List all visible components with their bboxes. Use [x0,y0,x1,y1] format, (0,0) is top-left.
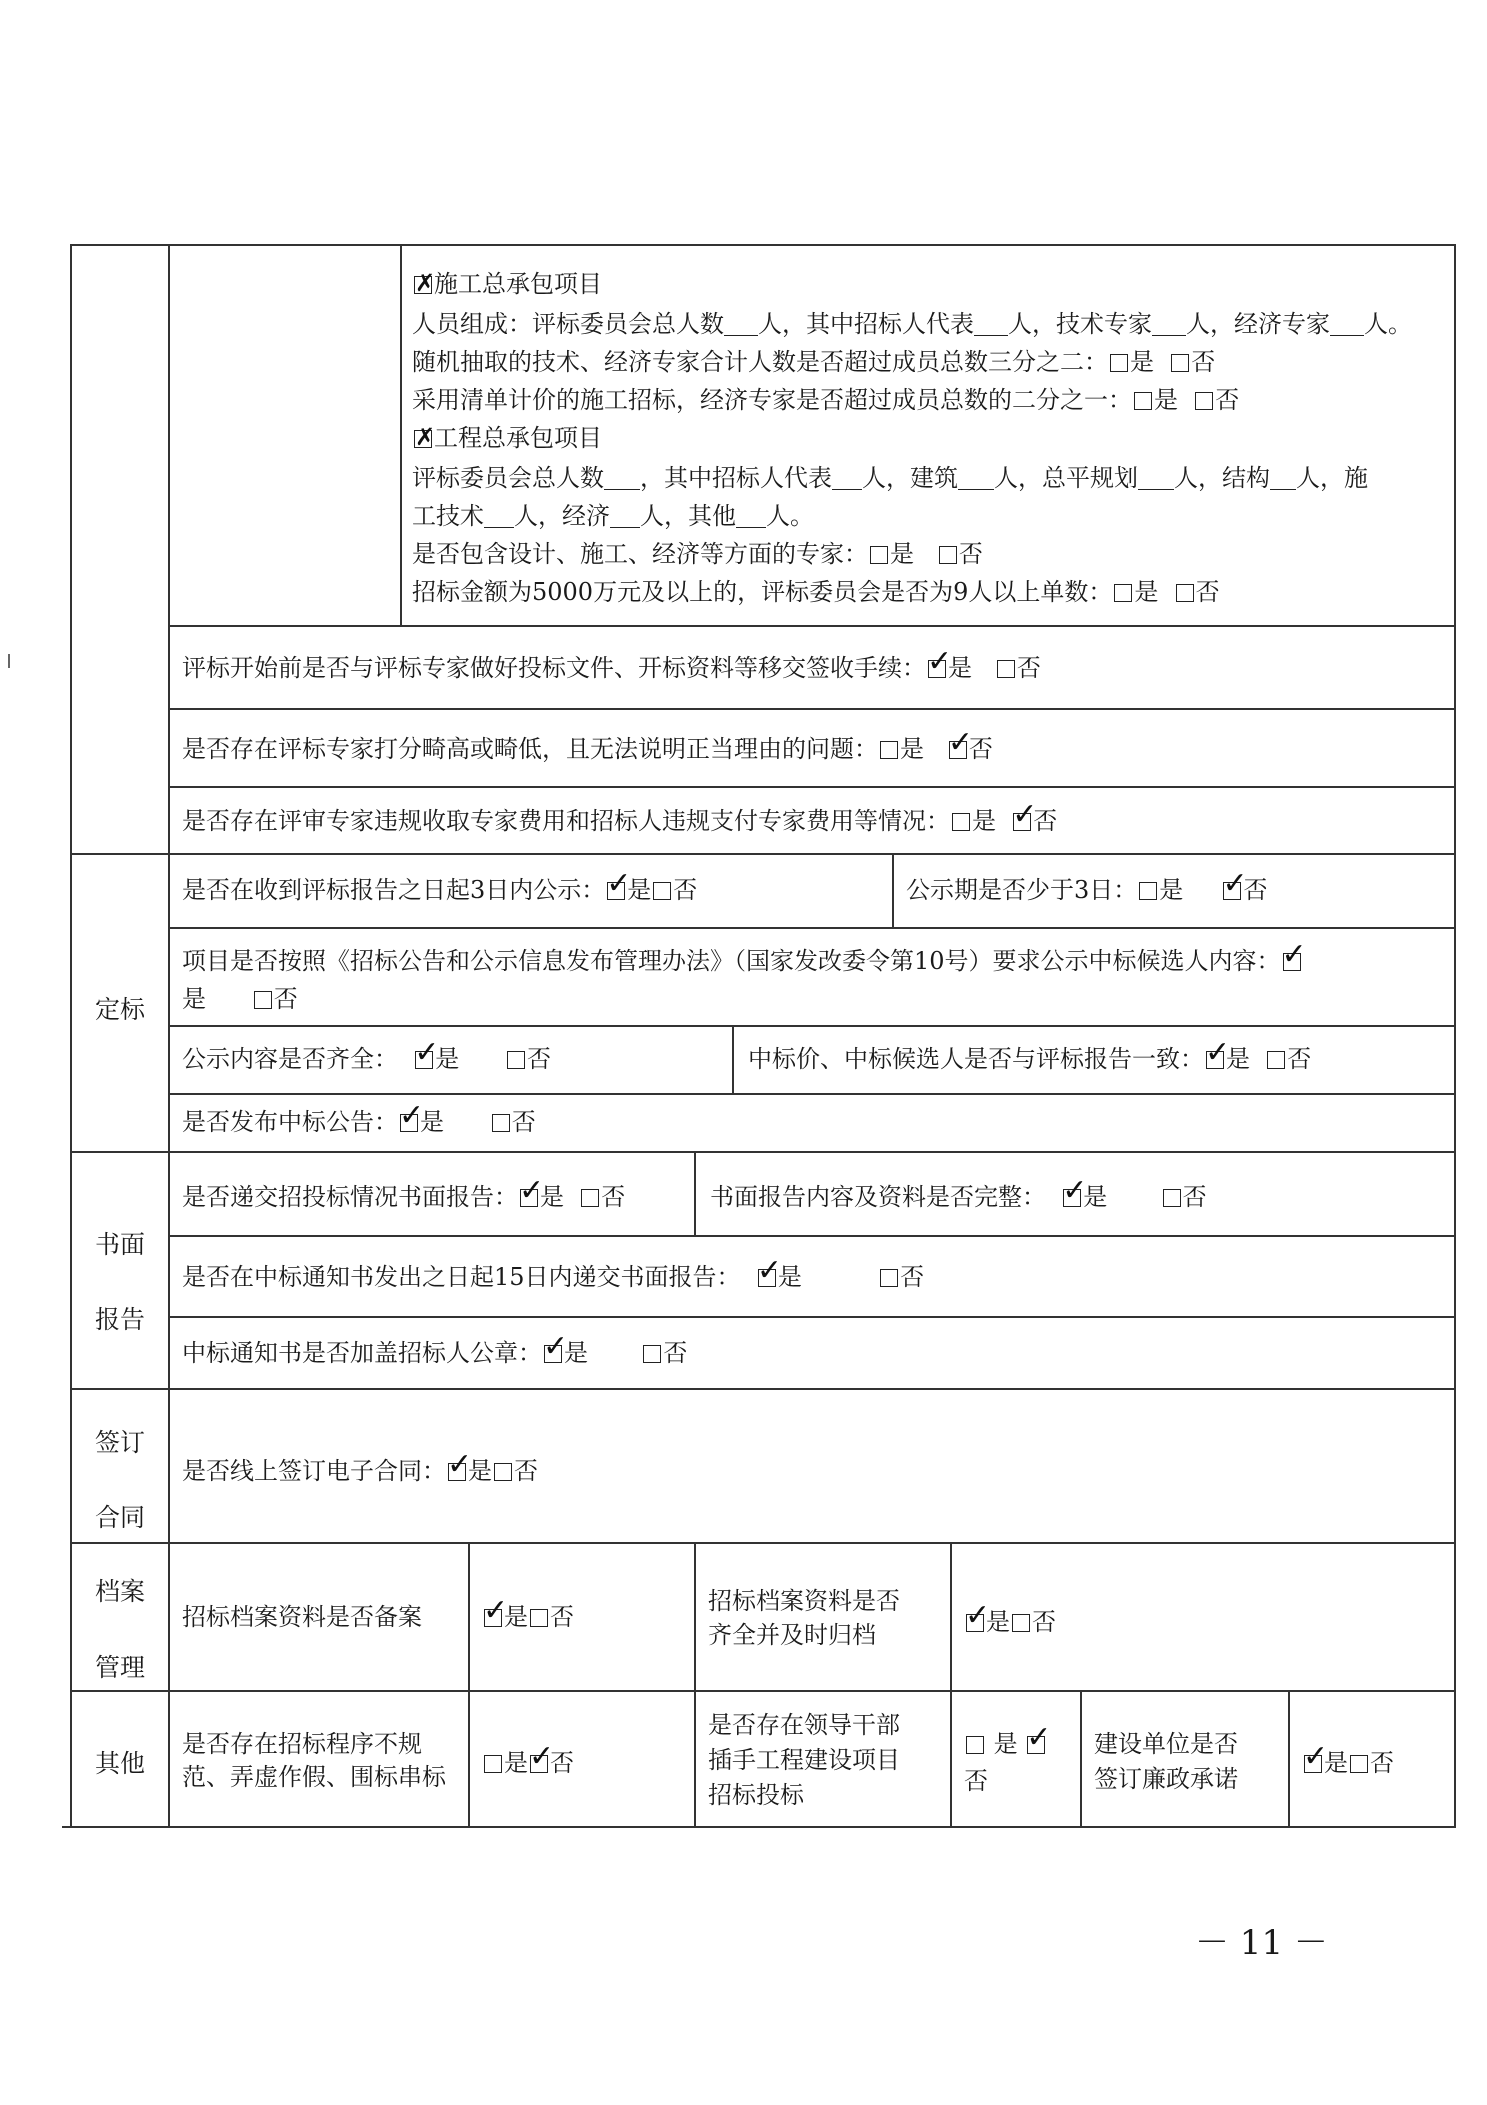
complete-yes-checkbox[interactable]: ✓ [1062,1173,1088,1208]
irregular-options: 是 ✓ 否 [482,1744,574,1782]
content-no-checkbox[interactable] [507,1051,525,1069]
scoring-row: 是否存在评标专家打分畸高或畸低，且无法说明正当理由的问题： 是 ✓ 否 [182,725,993,763]
online-contract-row: 是否线上签订电子合同： ✓ 是 否 [182,1447,538,1485]
report-complete-row: 书面报告内容及资料是否完整： ✓ 是 否 [710,1173,1207,1211]
integrity-yes-checkbox[interactable]: ✓ [1303,1739,1329,1774]
measures-row-options: 是 否 [182,985,298,1013]
subitem-column-divider [400,244,402,626]
archive-category-label-2: 管理 [94,1653,145,1682]
archive-complete-question-2: 齐全并及时归档 [708,1621,876,1649]
integrity-question-1: 建设单位是否 [1094,1730,1238,1758]
fees-yes-checkbox[interactable] [952,813,970,831]
epc-expert-types-line: 是否包含设计、施工、经济等方面的专家： 是 否 [412,540,983,568]
epc-experts-no-checkbox[interactable] [939,546,957,564]
contract-category-label-1: 签订 [94,1428,145,1457]
leader-question-3: 招标投标 [708,1781,804,1809]
consistency-no-checkbox[interactable] [1267,1051,1285,1069]
period-yes-checkbox[interactable] [1139,882,1157,900]
handover-yes-checkbox[interactable]: ✓ [927,644,953,679]
integrity-question-2: 签订廉政承诺 [1094,1765,1238,1793]
irregular-no-checkbox[interactable]: ✓ [529,1739,555,1774]
other-category-label: 其他 [94,1749,145,1778]
table-top-border [70,244,1456,246]
construction-random-yes-checkbox[interactable] [1110,354,1128,372]
epc-odd-number-line: 招标金额为5000万元及以上的，评标委员会是否为9人以上单数： 是 否 [412,578,1220,606]
construction-composition-line: 人员组成：评标委员会总人数 人，其中招标人代表 人，技术专家 人，经济专家 人。 [412,310,1412,338]
publicity-period-row: 公示期是否少于3日： 是 ✓ 否 [906,866,1268,904]
submitted-yes-checkbox[interactable]: ✓ [519,1173,545,1208]
construction-econ-yes-checkbox[interactable] [1134,392,1152,410]
scoring-yes-checkbox[interactable] [880,741,898,759]
notice-yes-checkbox[interactable]: ✓ [399,1098,425,1133]
publicize-row: 是否在收到评标报告之日起3日内公示： ✓ 是 否 [182,866,698,904]
award-category-label: 定标 [94,995,145,1024]
construction-contract-option: ✗ 施工总承包项目 [415,269,602,298]
publicize-yes-checkbox[interactable]: ✓ [606,866,632,901]
seal-yes-checkbox[interactable]: ✓ [543,1329,569,1364]
notice-no-checkbox[interactable] [492,1114,510,1132]
epc-composition-line-2: 工技术 人，经济 人，其他 人。 [412,502,814,530]
leader-question-1: 是否存在领导干部 [708,1711,900,1739]
leader-question-2: 插手工程建设项目 [708,1746,900,1774]
archive-category-label-1: 档案 [94,1577,145,1606]
filed-yes-checkbox[interactable]: ✓ [483,1593,509,1628]
measures-yes-checkbox[interactable]: ✓ [1281,937,1307,972]
margin-mark [8,654,10,668]
filed-no-checkbox[interactable] [530,1609,548,1627]
submitted-no-checkbox[interactable] [581,1189,599,1207]
epc-checkbox[interactable]: ✗ [415,423,436,451]
publish-notice-row: 是否发布中标公告： ✓ 是 否 [182,1098,536,1136]
irregular-question-2: 范、弄虚作假、围标串标 [182,1763,446,1791]
archive-filed-question: 招标档案资料是否备案 [182,1603,422,1631]
integrity-options: ✓ 是 否 [1303,1739,1394,1777]
publicize-no-checkbox[interactable] [653,882,671,900]
construction-checkbox[interactable]: ✗ [415,269,436,297]
epc-composition-line: 评标委员会总人数 ，其中招标人代表 人，建筑 人，总平规划 人，结构 人，施 [412,464,1368,492]
construction-random-experts-line: 随机抽取的技术、经济专家合计人数是否超过成员总数三分之二： 是 否 [412,348,1216,376]
seal-no-checkbox[interactable] [643,1345,661,1363]
epc-odd-yes-checkbox[interactable] [1114,584,1132,602]
archive-complete-question-1: 招标档案资料是否 [708,1587,900,1615]
online-no-checkbox[interactable] [494,1463,512,1481]
fees-no-checkbox[interactable]: ✓ [1012,797,1038,832]
scoring-no-checkbox[interactable]: ✓ [947,725,974,760]
complete-no-checkbox[interactable] [1163,1189,1181,1207]
contract-category-label-2: 合同 [94,1503,145,1532]
integrity-no-checkbox[interactable] [1350,1755,1368,1773]
content-yes-checkbox[interactable]: ✓ [414,1035,440,1070]
archived-yes-checkbox[interactable]: ✓ [965,1598,991,1633]
table-bottom-border [62,1826,1454,1828]
irregular-question-1: 是否存在招标程序不规 [182,1730,422,1758]
leader-options-line-2: 否 [964,1767,988,1795]
archive-filed-options: ✓ 是 否 [483,1593,574,1631]
content-complete-row: 公示内容是否齐全： ✓ 是 否 [182,1035,552,1073]
report-category-label-1: 书面 [94,1230,145,1259]
construction-econ-no-checkbox[interactable] [1195,392,1213,410]
construction-economic-experts-line: 采用清单计价的施工招标，经济专家是否超过成员总数的二分之一： 是 否 [412,386,1240,414]
report-within-15-row: 是否在中标通知书发出之日起15日内递交书面报告： ✓ 是 否 [182,1253,925,1291]
consistency-yes-checkbox[interactable]: ✓ [1205,1035,1231,1070]
epc-odd-no-checkbox[interactable] [1176,584,1194,602]
report-seal-row: 中标通知书是否加盖招标人公章： ✓ 是 否 [182,1329,688,1367]
epc-option: ✗ 工程总承包项目 [415,423,602,452]
leader-options-line-1: 是 ✓ [964,1725,1047,1763]
construction-random-no-checkbox[interactable] [1171,354,1189,372]
measures-no-checkbox[interactable] [254,991,272,1009]
epc-experts-yes-checkbox[interactable] [870,546,888,564]
page-number: － 11 － [1195,1923,1328,1963]
report-category-label-2: 报告 [94,1305,145,1334]
table-right-border [1454,244,1456,1828]
fees-row: 是否存在评审专家违规收取专家费用和招标人违规支付专家费用等情况： 是 ✓ 否 [182,797,1058,835]
leader-no-checkbox[interactable]: ✓ [1026,1720,1052,1755]
price-consistency-row: 中标价、中标候选人是否与评标报告一致： ✓ 是 否 [748,1035,1312,1073]
period-no-checkbox[interactable]: ✓ [1222,866,1248,901]
within15-yes-checkbox[interactable]: ✓ [756,1253,782,1288]
archive-complete-options: ✓ 是 否 [965,1598,1056,1636]
online-yes-checkbox[interactable]: ✓ [447,1447,473,1482]
irregular-yes-checkbox[interactable] [484,1755,502,1773]
report-submitted-row: 是否递交招投标情况书面报告： ✓ 是 否 [182,1173,626,1211]
archived-no-checkbox[interactable] [1012,1614,1030,1632]
leader-yes-checkbox[interactable] [966,1736,984,1754]
within15-no-checkbox[interactable] [880,1269,898,1287]
handover-row: 评标开始前是否与评标专家做好投标文件、开标资料等移交签收手续： ✓ 是 否 [182,644,1041,682]
handover-no-checkbox[interactable] [997,660,1015,678]
measures-row: 项目是否按照《招标公告和公示信息发布管理办法》（国家发改委令第10号）要求公示中标候选人内容： ✓ [182,937,1307,975]
